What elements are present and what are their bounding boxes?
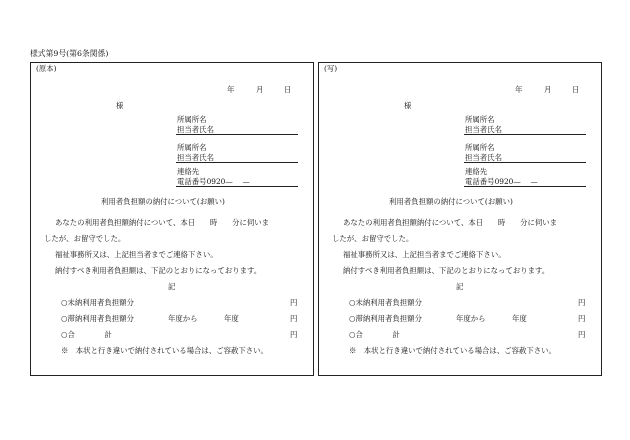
ki-label: 記 [456,282,464,291]
staff-affiliation-1: 所属所名 [465,115,495,124]
body-line: 納付すべき利用者負担額は、下記のとおりになっております。 [343,266,550,275]
footnote: ※ 本状と行き違いで納付されている場合は、ご容赦下さい。 [61,346,268,355]
body-line: したが、お留守でした。 [332,234,414,243]
signature-line [464,134,586,135]
yen-unit: 円 [290,314,298,323]
date-year-label: 年 [515,85,523,94]
date-year-label: 年 [227,85,235,94]
staff-affiliation-2: 所属所名 [465,143,495,152]
fiscal-year-from: 年度から [168,314,198,323]
signature-line [176,162,298,163]
phone-number: 電話番号0920— — [465,177,538,186]
body-line: 福祉事務所又は、上記担当者までご連絡下さい。 [343,250,506,259]
form-title: 様式第9号(第6条関係) [30,49,109,58]
body-line: 福祉事務所又は、上記担当者までご連絡下さい。 [55,250,218,259]
yen-unit: 円 [290,298,298,307]
staff-affiliation-1: 所属所名 [177,115,207,124]
staff-affiliation-2: 所属所名 [177,143,207,152]
panel-tag: (写) [324,64,338,73]
phone-number: 電話番号0920— — [177,177,250,186]
signature-line [176,186,298,187]
signature-line [176,134,298,135]
duplicate-copy-panel [318,62,602,376]
original-copy-panel [30,62,314,376]
yen-unit: 円 [578,314,586,323]
fiscal-year-from: 年度から [456,314,486,323]
delinquent-amount-label: ○滞納利用者負担額分 [349,314,422,323]
date-month-label: 月 [256,85,264,94]
addressee-suffix: 様 [404,101,412,110]
fiscal-year-to: 年度 [224,314,239,323]
yen-unit: 円 [290,330,298,339]
notice-heading: 利用者負担額の納付について(お願い) [101,197,225,206]
staff-name-2: 担当者氏名 [177,153,214,162]
yen-unit: 円 [578,330,586,339]
body-line: したが、お留守でした。 [44,234,126,243]
notice-heading: 利用者負担額の納付について(お願い) [389,197,513,206]
signature-line [464,186,586,187]
contact-label: 連絡先 [177,167,200,176]
staff-name-1: 担当者氏名 [465,125,502,134]
total-label: ○合 計 [61,330,112,339]
date-month-label: 月 [544,85,552,94]
contact-label: 連絡先 [465,167,488,176]
date-day-label: 日 [572,85,580,94]
body-line: あなたの利用者負担額納付について、本日 時 分に伺いま [343,218,558,227]
yen-unit: 円 [578,298,586,307]
footnote: ※ 本状と行き違いで納付されている場合は、ご容赦下さい。 [349,346,556,355]
ki-label: 記 [168,282,176,291]
total-label: ○合 計 [349,330,400,339]
panel-tag: (原本) [36,64,57,73]
staff-name-2: 担当者氏名 [465,153,502,162]
unpaid-amount-label: ○未納利用者負担額分 [349,298,422,307]
staff-name-1: 担当者氏名 [177,125,214,134]
date-day-label: 日 [284,85,292,94]
addressee-suffix: 様 [116,101,124,110]
body-line: 納付すべき利用者負担額は、下記のとおりになっております。 [55,266,262,275]
delinquent-amount-label: ○滞納利用者負担額分 [61,314,134,323]
fiscal-year-to: 年度 [512,314,527,323]
unpaid-amount-label: ○未納利用者負担額分 [61,298,134,307]
signature-line [464,162,586,163]
body-line: あなたの利用者負担額納付について、本日 時 分に伺いま [55,218,270,227]
